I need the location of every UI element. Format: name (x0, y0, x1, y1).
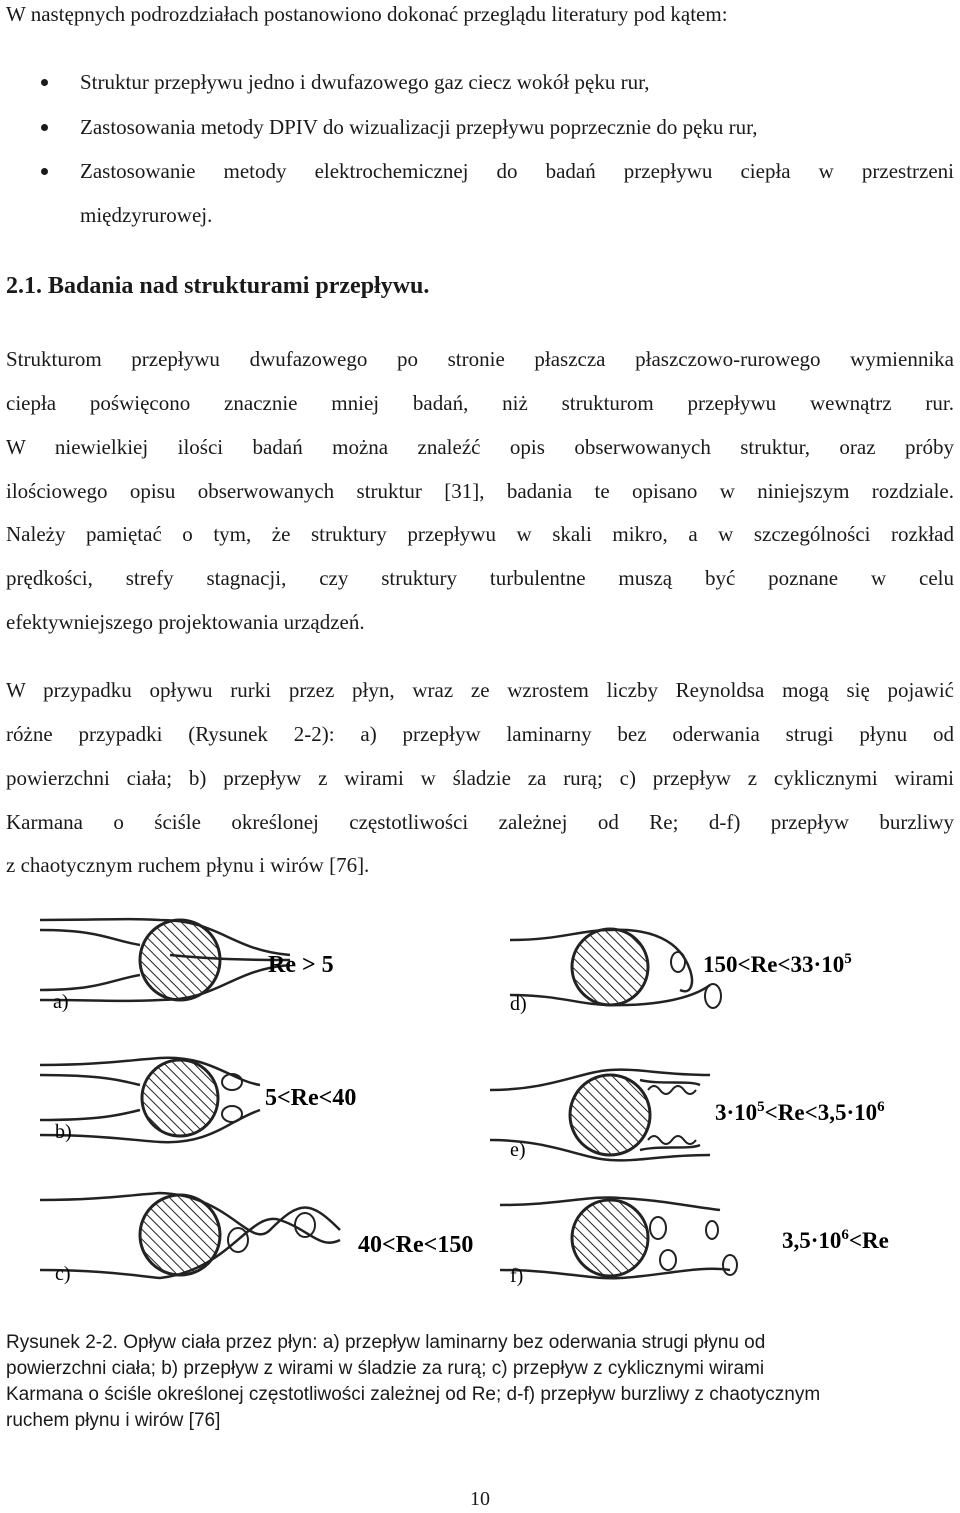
vortex-icon (723, 1255, 737, 1275)
panel-d (510, 929, 852, 1015)
paragraph-line: powierzchni ciała; b) przepływ z wirami w śladzie za rurą; c) przepływ z cyklicznymi wirami (6, 766, 954, 790)
panel-letter: c) (55, 1263, 71, 1285)
reynolds-label: 40<Re<150 (358, 1232, 474, 1258)
intro-text: W następnych podrozdziałach postanowiono dokonać przeglądu literatury pod kątem: (6, 2, 728, 26)
paragraph-line: W niewielkiej ilości badań można znaleźć opis obserwowanych struktur, oraz próby (6, 435, 954, 459)
caption-line: ruchem płynu i wirów [76] (6, 1410, 221, 1431)
paragraph-line: z chaotycznym ruchem płynu i wirów [76]. (6, 853, 370, 877)
turbulence-icon (648, 1086, 696, 1144)
paragraph-line: ciepła poświęcono znacznie mniej badań, niż strukturom przepływu wewnątrz rur. (6, 391, 954, 415)
vortex-icon (706, 1221, 718, 1239)
paragraph-line: ilościowego opisu obserwowanych struktur [31], badania te opisano w niniejszym rozdziale. (6, 479, 954, 503)
paragraph-line: W przypadku opływu rurki przez płyn, wraz ze wzrostem liczby Reynoldsa mogą się pojawić (6, 678, 954, 702)
cylinder-icon (142, 1060, 218, 1136)
caption-line: Karmana o ściśle określonej częstotliwości zależnej od Re; d-f) przepływ burzliwy z chaotycznym (6, 1384, 821, 1405)
reynolds-label: $3,5\cdot 10^6<Re$ (782, 1227, 889, 1253)
panel-f (500, 1197, 889, 1287)
paragraph-line: Karmana o ściśle określonej częstotliwości zależnej od Re; d-f) przepływ burzliwy (6, 810, 954, 834)
reynolds-label: $3\cdot 10^5<Re<3,5\cdot 10^6$ (715, 1099, 885, 1125)
bullet-item: Struktur przepływu jedno i dwufazowego gaz ciecz wokół pęku rur, (80, 70, 650, 94)
vortex-icon (222, 1106, 242, 1122)
bullet-dot (41, 168, 48, 175)
panel-letter: a) (53, 991, 69, 1013)
cylinder-icon (140, 920, 220, 1000)
cylinder-icon (140, 1195, 220, 1275)
section-heading: 2.1. Badania nad strukturami przepływu. (6, 273, 430, 299)
reynolds-label: 5<Re<40 (265, 1085, 357, 1111)
bullet-item: Zastosowania metody DPIV do wizualizacji przepływu poprzecznie do pęku rur, (80, 115, 758, 139)
paragraph-line: efektywniejszego projektowania urządzeń. (6, 610, 365, 634)
reynolds-label: $150<Re<33\cdot 10^5$ (703, 951, 852, 977)
panel-b (40, 1058, 356, 1143)
panel-letter: e) (510, 1139, 526, 1161)
panel-letter: d) (510, 993, 527, 1015)
panel-a (40, 919, 334, 1013)
bullet-item-continued: międzyrurowej. (80, 203, 213, 227)
page-number: 10 (470, 1488, 490, 1510)
vortex-icon (660, 1250, 676, 1270)
cylinder-icon (570, 1075, 650, 1155)
panel-letter: f) (510, 1265, 524, 1287)
panel-letter: b) (55, 1121, 72, 1143)
caption-line: powierzchni ciała; b) przepływ z wirami w śladzie za rurą; c) przepływ z cyklicznymi wirami (6, 1358, 765, 1379)
vortex-icon (705, 984, 721, 1008)
panel-e (490, 1070, 885, 1161)
paragraph-line: Należy pamiętać o tym, że struktury przepływu w skali mikro, a w szczególności rozkład (6, 522, 954, 546)
bullet-dot (41, 124, 48, 131)
vortex-icon (671, 952, 685, 972)
reynolds-label: Re > 5 (268, 952, 334, 978)
paragraph-line: prędkości, strefy stagnacji, czy struktury turbulentne muszą być poznane w celu (6, 566, 954, 590)
paragraph-line: różne przypadki (Rysunek 2-2): a) przepływ laminarny bez oderwania strugi płynu od (6, 722, 954, 746)
vortex-icon (650, 1217, 666, 1239)
cylinder-icon (572, 929, 648, 1005)
cylinder-icon (572, 1200, 648, 1276)
caption-line: Rysunek 2-2. Opływ ciała przez płyn: a) przepływ laminarny bez oderwania strugi płynu od (6, 1332, 766, 1353)
paragraph-line: Strukturom przepływu dwufazowego po stronie płaszcza płaszczowo-rurowego wymiennika (6, 347, 954, 371)
flow-figure (0, 910, 960, 1320)
bullet-dot (41, 79, 48, 86)
panel-c (40, 1193, 473, 1285)
bullet-item: Zastosowanie metody elektrochemicznej do badań przepływu ciepła w przestrzeni (80, 159, 954, 183)
